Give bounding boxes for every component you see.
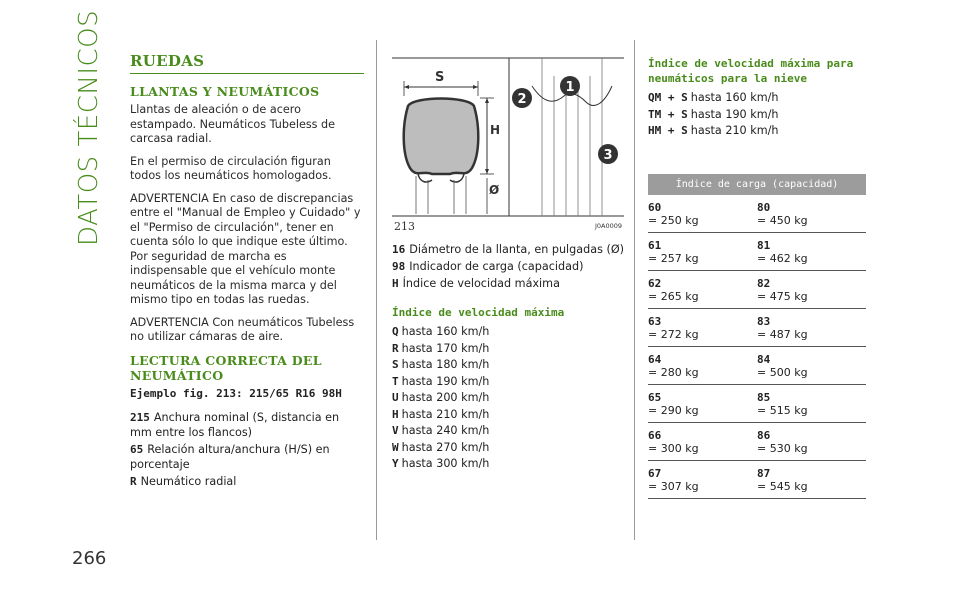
callout-2-label: 2 — [517, 92, 527, 107]
subsection-title: LLANTAS Y NEUMÁTICOS — [130, 84, 320, 99]
speed-code: W — [392, 440, 399, 454]
definition-text: Indicador de carga (capacidad) — [409, 260, 584, 273]
table-row — [648, 461, 866, 499]
speed-code: S — [392, 358, 399, 371]
table-cell — [648, 391, 757, 417]
speed-text: hasta 190 km/h — [401, 374, 490, 388]
table-cell — [648, 201, 757, 227]
paragraph: En el permiso de circulación figuran todos los neumáticos homologados. — [130, 154, 332, 182]
table-cell — [648, 315, 757, 341]
table-cell — [648, 353, 757, 379]
definition-item — [392, 276, 624, 291]
speed-text: hasta 160 km/h — [690, 91, 779, 104]
definition-item — [392, 242, 624, 257]
speed-text: hasta 270 km/h — [401, 440, 490, 454]
definition-code: 16 — [392, 243, 406, 256]
load-value: = 265 kg — [648, 289, 699, 303]
load-index-header: Índice de carga (capacidad) — [648, 174, 866, 195]
table-cell — [757, 239, 866, 265]
definition-item — [130, 442, 364, 472]
load-value: = 545 kg — [757, 479, 808, 493]
section-title: RUEDAS — [130, 52, 364, 74]
subsection-title: LECTURA CORRECTA DEL NEUMÁTICO — [130, 352, 322, 383]
load-value: = 307 kg — [648, 479, 699, 493]
snow-speed-item — [648, 123, 866, 140]
load-value: = 290 kg — [648, 403, 699, 417]
table-cell — [757, 429, 866, 455]
figure-number: 213 — [394, 220, 415, 233]
speed-text: hasta 190 km/h — [690, 107, 779, 121]
load-value: = 300 kg — [648, 441, 699, 455]
load-value: = 475 kg — [757, 289, 808, 303]
table-row — [648, 233, 866, 271]
table-cell — [648, 429, 757, 455]
table-cell — [757, 315, 866, 341]
load-index: 80 — [757, 200, 771, 214]
table-cell — [757, 353, 866, 379]
load-index: 62 — [648, 276, 662, 290]
speed-code: R — [392, 341, 399, 355]
speed-item — [392, 423, 624, 440]
table-row — [648, 309, 866, 347]
load-value: = 280 kg — [648, 365, 699, 379]
load-index-table — [648, 195, 866, 499]
load-index: 66 — [648, 428, 662, 442]
label-h: H — [490, 123, 501, 137]
definition-text: Relación altura/anchura (H/S) en porcentaje — [130, 442, 330, 471]
speed-item — [392, 324, 624, 341]
definition-text: Anchura nominal (S, distancia en mm entre los flancos) — [130, 410, 340, 439]
callout-1-label: 1 — [565, 80, 575, 95]
figure-code: J0A0009 — [594, 222, 622, 230]
table-row — [648, 385, 866, 423]
speed-item — [392, 374, 624, 391]
load-index: 85 — [757, 390, 771, 404]
load-index: 67 — [648, 466, 662, 480]
speed-text: hasta 300 km/h — [401, 457, 490, 470]
callout-3-label: 3 — [603, 148, 613, 163]
load-value: = 462 kg — [757, 251, 808, 265]
tyre-figure — [392, 56, 624, 234]
speed-code: U — [392, 391, 399, 404]
load-index: 84 — [757, 352, 771, 366]
table-cell — [757, 277, 866, 303]
chapter-title: DATOS TÉCNICOS — [74, 9, 104, 246]
table-cell — [757, 201, 866, 227]
speed-text: hasta 210 km/h — [401, 407, 490, 421]
load-index: 83 — [757, 314, 771, 328]
load-value: = 487 kg — [757, 327, 808, 341]
definition-code: R — [130, 474, 137, 488]
definition-code: H — [392, 277, 399, 290]
speed-text: hasta 240 km/h — [401, 424, 490, 437]
column-divider — [376, 40, 377, 540]
table-cell — [648, 239, 757, 265]
definitions-list — [392, 242, 624, 291]
speed-item — [392, 407, 624, 424]
load-index: 61 — [648, 238, 662, 252]
table-row — [648, 195, 866, 233]
speed-code: QM + S — [648, 91, 688, 104]
table-row — [648, 423, 866, 461]
table-cell — [757, 391, 866, 417]
definition-text: Neumático radial — [140, 474, 237, 488]
definition-code: 215 — [130, 410, 150, 424]
load-index: 63 — [648, 314, 662, 328]
speed-item — [392, 440, 624, 457]
load-index: 86 — [757, 428, 771, 442]
load-index: 60 — [648, 200, 662, 214]
speed-item — [392, 456, 624, 473]
load-index: 65 — [648, 390, 662, 404]
speed-item — [392, 357, 624, 374]
load-value: = 250 kg — [648, 213, 699, 227]
speed-code: V — [392, 424, 399, 437]
label-s: S — [435, 70, 445, 85]
speed-index-list — [392, 324, 624, 473]
load-index: 82 — [757, 276, 771, 290]
load-value: = 530 kg — [757, 441, 808, 455]
speed-text: hasta 160 km/h — [401, 325, 490, 338]
load-value: = 515 kg — [757, 403, 808, 417]
speed-code: HM + S — [648, 124, 688, 137]
column-indices — [648, 56, 866, 499]
definition-item — [130, 474, 364, 489]
snow-speed-item — [648, 107, 866, 124]
paragraph: Llantas de aleación o de acero estampado. Neumáticos Tubeless de carcasa radial. — [130, 103, 336, 145]
speed-item — [392, 341, 624, 358]
column-wheels — [130, 52, 364, 491]
table-cell — [757, 467, 866, 493]
table-row — [648, 271, 866, 309]
speed-text: hasta 200 km/h — [401, 391, 490, 404]
table-cell — [648, 277, 757, 303]
table-row — [648, 347, 866, 385]
column-figure — [392, 56, 624, 473]
load-value: = 257 kg — [648, 251, 699, 265]
definition-text: Índice de velocidad máxima — [402, 277, 560, 290]
table-cell — [648, 467, 757, 493]
speed-text: hasta 170 km/h — [401, 341, 490, 355]
load-value: = 500 kg — [757, 365, 808, 379]
snow-speed-list — [648, 90, 866, 140]
definition-text: Diámetro de la llanta, en pulgadas (Ø) — [409, 243, 624, 256]
tyre-diagram — [392, 56, 624, 218]
snow-speed-title: Índice de velocidad máxima para neumáticos para la nieve — [648, 57, 854, 85]
load-value: = 272 kg — [648, 327, 699, 341]
warning-paragraph: ADVERTENCIA Con neumáticos Tubeless no utilizar cámaras de aire. — [130, 315, 355, 343]
warning-paragraph: ADVERTENCIA En caso de discrepancias entre el "Manual de Empleo y Cuidado" y el "Permiso de circulación", tener en cuenta sólo lo que indique este último. Por seguridad de marcha es indispensable que el vehículo monte neumáticos de la misma marca y del mismo tipo en todas las ruedas. — [130, 191, 361, 306]
speed-item — [392, 390, 624, 407]
column-divider — [634, 40, 635, 540]
definition-code: 65 — [130, 442, 144, 456]
speed-code: Q — [392, 325, 399, 338]
load-index: 64 — [648, 352, 662, 366]
speed-code: Y — [392, 457, 399, 470]
speed-code: H — [392, 407, 399, 421]
definition-item — [130, 410, 364, 440]
speed-code: T — [392, 374, 399, 388]
speed-index-title: Índice de velocidad máxima — [392, 306, 565, 319]
load-index: 81 — [757, 238, 771, 252]
page-number: 266 — [72, 548, 107, 569]
definition-code: 98 — [392, 260, 406, 273]
speed-text: hasta 180 km/h — [401, 358, 490, 371]
speed-code: TM + S — [648, 107, 688, 121]
tyre-example: Ejemplo fig. 213: 215/65 R16 98H — [130, 386, 342, 400]
label-diameter: Ø — [489, 183, 500, 197]
snow-speed-item — [648, 90, 866, 107]
load-index: 87 — [757, 466, 771, 480]
speed-text: hasta 210 km/h — [690, 124, 779, 137]
definition-item — [392, 259, 624, 274]
load-value: = 450 kg — [757, 213, 808, 227]
